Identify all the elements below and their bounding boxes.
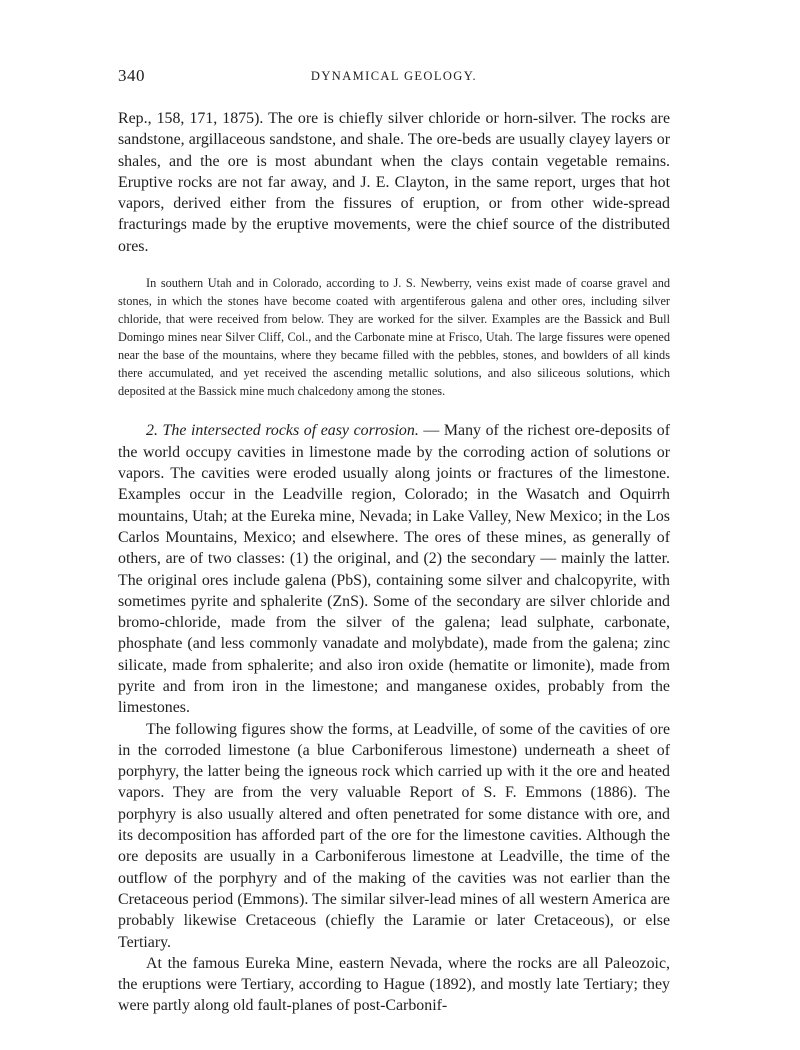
- running-title: DYNAMICAL GEOLOGY.: [310, 69, 478, 83]
- paragraph-eureka-mine: At the famous Eureka Mine, eastern Nevada, where the rocks are all Paleozoic, the eruptions were Tertiary, according to Hague (1892), and mostly late Tertiary; they were partly along old fault-planes of post-Carbonif-: [118, 954, 670, 1015]
- note-southern-utah: In southern Utah and in Colorado, according to J. S. Newberry, veins exist made of coarse gravel and stones, in which the stones have become coated with argentiferous galena and other ores, including silver chloride, that were received from below. They are worked for the silver. Examples are the Bassick and Bull Domingo mines near Silver Cliff, Col., and the Carbonate mine at Frisco, Utah. The large fissures were opened near the base of the mountains, where they became filled with the pebbles, stones, and bowlders of all kinds there accumulated, and yet received the ascending metallic solutions, and also siliceous solutions, which deposited at the Bassick mine much chalcedony among the stones.: [118, 276, 670, 398]
- page: [118, 66, 670, 1017]
- paragraph-intersected-rocks: [118, 420, 670, 718]
- paragraph-intersected-rocks-body: — Many of the richest ore-deposits of the world occupy cavities in limestone made by the corroding action of solutions or vapors. The cavities were eroded usually along joints or fractures of the limestone. Examples occur in the Leadville region, Colorado; in the Wasatch and Oquirrh mountains, Utah; at the Eureka mine, Nevada; in Lake Valley, New Mexico; in the Los Carlos Mountains, Mexico; and elsewhere. The ores of these mines, as generally of others, are of two classes: (1) the original, and (2) the secondary — mainly the latter. The original ores include galena (PbS), containing some silver and chalcopyrite, with sometimes pyrite and sphalerite (ZnS). Some of the secondary are silver chloride and bromo-chloride, made from the silver of the galena; lead sulphate, carbonate, phosphate (and less commonly vanadate and molybdate), made from the galena; zinc silicate, made from sphalerite; and also iron oxide (hematite or limonite), made from pyrite and from iron in the limestone; and manganese oxides, probably from the limestones.: [118, 422, 670, 717]
- paragraph-leadville-figures: The following figures show the forms, at Leadville, of some of the cavities of ore in the corroded limestone (a blue Carboniferous limestone) underneath a sheet of porphyry, the latter being the igneous rock which carried up with it the ore and heated vapors. They are from the very valuable Report of S. F. Emmons (1886). The porphyry is also usually altered and often penetrated for some distance with ore, and its decomposition has afforded part of the ore for the limestone cavities. Although the ore deposits are usually in a Carboniferous limestone at Leadville, the time of the outflow of the porphyry and of the making of the cavities was not earlier than the Cretaceous period (Emmons). The similar silver-lead mines of all western America are probably likewise Cretaceous (chiefly the Laramie or later Cretaceous), or else Tertiary.: [118, 720, 670, 951]
- section-heading-intersected-rocks: 2. The intersected rocks of easy corrosion.: [146, 422, 419, 440]
- paragraph-ore-rep: Rep., 158, 171, 1875). The ore is chiefly silver chloride or horn-silver. The rocks are sandstone, argillaceous sandstone, and shale. The ore-beds are usually clayey layers or shales, and the ore is most abundant when the clays contain vegetable remains. Eruptive rocks are not far away, and J. E. Clayton, in the same report, urges that hot vapors, derived either from the fissures of eruption, or from other wide-spread fracturings made by the eruptive movements, were the chief source of the distributed ores.: [118, 110, 670, 255]
- page-number: 340: [118, 66, 145, 85]
- page-header: [118, 66, 670, 90]
